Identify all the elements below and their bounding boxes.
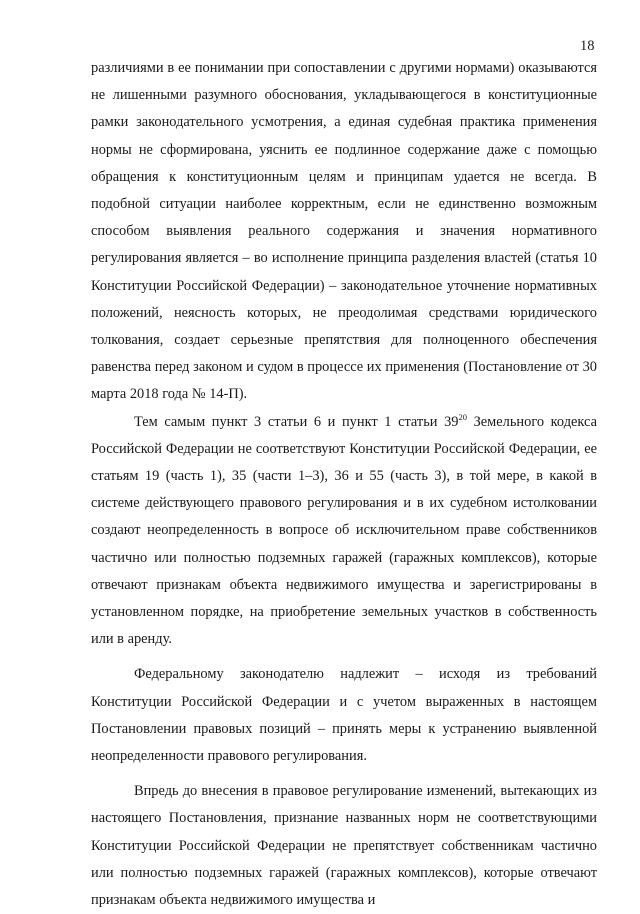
paragraph-2 [91, 409, 597, 654]
page-number: 18 [580, 38, 595, 54]
paragraph-1: различиями в ее понимании при сопоставлении с другими нормами) оказываются не лишенными разумного обоснования, укладывающегося в конституционные рамки законодательного усмотрения, а единая судебная практика применения нормы не сформирована, уяснить ее подлинное содержание даже с помощью обращения к конституционным целям и принципам удается не всегда. В подобной ситуации наиболее корректным, если не единственно возможным способом выявления реального содержания и значения нормативного регулирования является – во исполнение принципа разделения властей (статья 10 Конституции Российской Федерации) – законодательное уточнение нормативных положений, неясность которых, не преодолимая средствами юридического толкования, создает серьезные препятствия для полноценного обеспечения равенства перед законом и судом в процессе их применения (Постановление от 30 марта 2018 года № 14-П). [91, 60, 597, 403]
paragraph-4: Впредь до внесения в правовое регулирование изменений, вытекающих из настоящего Постановления, признание названных норм не соответствующими Конституции Российской Федерации не препятствует собственникам частично или полностью подземных гаражей (гаражных комплексов), которые отвечают признакам объекта недвижимого имущества и [91, 783, 597, 909]
paragraph-2-text-start: Тем самым пункт 3 статьи 6 и пункт 1 статьи 39 [134, 413, 459, 430]
article-superscript: 20 [458, 411, 467, 422]
document-body [91, 55, 597, 914]
paragraph-2-text-end: Земельного кодекса Российской Федерации не соответствуют Конституции Российской Федерации, ее статьям 19 (часть 1), 35 (части 1–3), 36 и 55 (часть 3), в той мере, в какой в системе действующего правового регулирования и в их судебном истолковании создают неопределенность в вопросе об исключительном праве собственников частично или полностью подземных гаражей (гаражных комплексов), которые отвечают признакам объекта недвижимого имущества и зарегистрированы в установленном порядке, на приобретение земельных участков в собственность или в аренду. [91, 413, 597, 648]
paragraph-3: Федеральному законодателю надлежит – исходя из требований Конституции Российской Федерации и с учетом выраженных в настоящем Постановлении правовых позиций – принять меры к устранению выявленной неопределенности правового регулирования. [91, 666, 597, 765]
